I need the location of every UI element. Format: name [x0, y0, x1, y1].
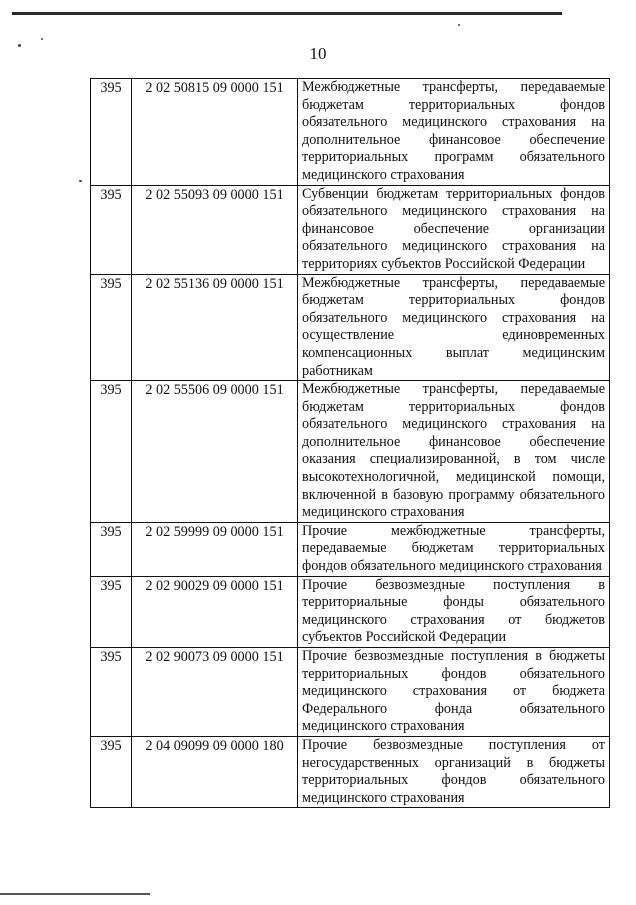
table-row: [91, 274, 610, 381]
budget-code-cell: 2 02 90029 09 0000 151: [132, 576, 298, 647]
budget-code-cell: 2 02 55136 09 0000 151: [132, 274, 298, 381]
scan-speck: [41, 38, 43, 40]
description-cell: Прочие безвозмездные поступления от негосударственных организаций в бюджеты территориальных фондов обязательного медицинского страхования: [298, 736, 610, 807]
table-row: [91, 79, 610, 186]
description-cell: Межбюджетные трансферты, передаваемые бюджетам территориальных фондов обязательного медицинского страхования на осуществление единовременных компенсационных выплат медицинским работникам: [298, 274, 610, 381]
admin-code-cell: 395: [91, 274, 132, 381]
scan-speck: [79, 180, 82, 182]
admin-code-cell: 395: [91, 381, 132, 523]
scan-speck: [458, 24, 460, 26]
description-cell: Межбюджетные трансферты, передаваемые бюджетам территориальных фондов обязательного медицинского страхования на дополнительное финансовое обеспечение оказания специализированной, в том числе высокотехнологичной, медицинской помощи, включенной в базовую программу обязательного медицинского страхования: [298, 381, 610, 523]
budget-code-cell: 2 04 09099 09 0000 180: [132, 736, 298, 807]
admin-code-cell: 395: [91, 576, 132, 647]
admin-code-cell: 395: [91, 522, 132, 576]
table-row: [91, 522, 610, 576]
budget-code-cell: 2 02 90073 09 0000 151: [132, 648, 298, 737]
budget-code-cell: 2 02 55506 09 0000 151: [132, 381, 298, 523]
scan-edge-bottom: [0, 893, 150, 895]
table-row: [91, 576, 610, 647]
scan-edge-top: [12, 12, 562, 15]
budget-code-cell: 2 02 55093 09 0000 151: [132, 185, 298, 274]
table-row: [91, 648, 610, 737]
description-cell: Межбюджетные трансферты, передаваемые бюджетам территориальных фондов обязательного медицинского страхования на дополнительное финансовое обеспечение территориальных программ обязательного медицинского страхования: [298, 79, 610, 186]
admin-code-cell: 395: [91, 79, 132, 186]
description-cell: Прочие безвозмездные поступления в бюджеты территориальных фондов обязательного медицинского страхования от бюджета Федерального фонда обязательного медицинского страхования: [298, 648, 610, 737]
admin-code-cell: 395: [91, 648, 132, 737]
description-cell: Субвенции бюджетам территориальных фондов обязательного медицинского страхования на финансовое обеспечение организации обязательного медицинского страхования на территориях субъектов Российской Федерации: [298, 185, 610, 274]
page-number: 10: [309, 44, 327, 63]
admin-code-cell: 395: [91, 736, 132, 807]
description-cell: Прочие межбюджетные трансферты, передаваемые бюджетам территориальных фондов обязательного медицинского страхования: [298, 522, 610, 576]
table-row: [91, 381, 610, 523]
admin-code-cell: 395: [91, 185, 132, 274]
description-cell: Прочие безвозмездные поступления в территориальные фонды обязательного медицинского страхования от бюджетов субъектов Российской Федерации: [298, 576, 610, 647]
budget-code-cell: 2 02 59999 09 0000 151: [132, 522, 298, 576]
table-row: [91, 736, 610, 807]
budget-codes-table: [90, 78, 610, 808]
table-row: [91, 185, 610, 274]
budget-code-cell: 2 02 50815 09 0000 151: [132, 79, 298, 186]
